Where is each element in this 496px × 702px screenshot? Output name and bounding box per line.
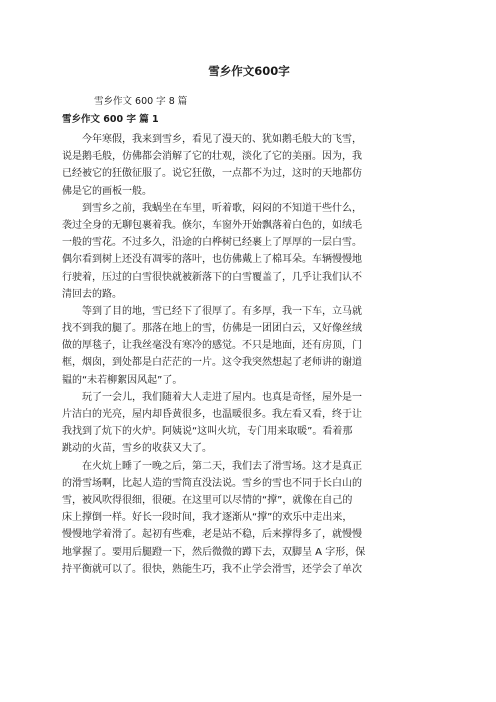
paragraph-line: 跳动的火苗，雪乡的收获又大了。 [62,443,212,455]
paragraph [62,458,436,578]
paragraph-line: 地掌握了。要用后腿蹬一下，然后微微的蹲下去，双脚呈 A 字形，保 [62,546,366,558]
paragraph-line: 佛是它的画板一般。 [62,185,152,197]
paragraph-line: 说是鹅毛般，仿佛都会消解了它的壮观，淡化了它的美丽。因为，我 [62,151,362,163]
paragraph-line: 持平衡就可以了。很快，熟能生巧，我不止学会滑雪，还学会了单次 [62,563,362,575]
paragraph-line: 偶尔看到树上还没有凋零的落叶，也仿佛戴上了棉耳朵。车辆慢慢地 [62,254,362,266]
paragraph-line: 已经被它的狂傲征服了。说它狂傲，一点都不为过，这时的天地都仿 [62,168,362,180]
paragraph-line: 在火炕上睡了一晚之后，第二天，我们去了滑雪场。这才是真正 [82,460,362,472]
paragraph [62,303,436,389]
paragraph-line: 框，烟囱，到处都是白茫茫的一片。这令我突然想起了老师讲的谢道 [62,357,362,369]
paragraph [62,200,436,303]
paragraph [62,389,436,458]
paragraph-line: 找不到我的腿了。那落在地上的雪，仿佛是一团团白云，又好像丝绒 [62,323,362,335]
paragraph-line: 行驶着，压过的白雪很快就被新落下的白雪覆盖了，几乎让我们认不 [62,271,362,283]
document-subtitle: 雪乡作文 600 字 8 篇 [94,96,188,107]
document-title: 雪乡作文600字 [208,64,290,78]
paragraph-line: 片洁白的光亮，屋内却昏黄很多，也温暖很多。我左看又看，终于让 [62,409,362,420]
paragraph-line: 雪，被风吹得很细，很硬。在这里可以尽情的“撑”，就像在自己的 [62,494,353,506]
paragraph-line: 韫的“未若柳絮因风起”了。 [62,374,183,386]
paragraph-line: 床上撑倒一样。好长一段时间，我才逐渐从“撑”的欢乐中走出来， [62,512,353,524]
paragraph-line: 等到了目的地，雪已经下了很厚了。有多厚，我一下车，立马就 [82,305,362,317]
essay-body [62,131,436,578]
paragraph-line: 一般的雪花。不过多久，沿途的白桦树已经裹上了厚厚的一层白雪。 [62,237,362,249]
section-heading: 雪乡作文 600 字 篇 1 [62,114,159,125]
paragraph-line: 到雪乡之前，我蜗坐在车里，听着歌，闷闷的不知道干些什么， [82,202,362,214]
paragraph [62,131,436,200]
paragraph-line: 清回去的路。 [62,288,122,300]
paragraph-line: 做的厚毯子，让我丝毫没有寒冷的感觉。不只是地面，还有房顶，门 [62,340,362,352]
paragraph-line: 我找到了炕下的火炉。阿姨说“这叫火坑，专门用来取暖”。看着那 [62,426,353,438]
paragraph-line: 袭过全身的无聊包裹着我。倏尔，车窗外开始飘落着白色的，如绒毛 [62,219,362,231]
paragraph-line: 的滑雪场啊，比起人造的雪简直没法说。雪乡的雪也不同于长白山的 [62,477,362,489]
paragraph-line: 慢慢地学着滑了。起初有些难，老是站不稳，后来撑得多了，就慢慢 [62,529,362,541]
paragraph-line: 玩了一会儿，我们随着大人走进了屋内。也真是奇怪，屋外是一 [82,391,362,403]
paragraph-line: 今年寒假，我来到雪乡，看见了漫天的、犹如鹅毛般大的飞雪， [82,134,362,145]
